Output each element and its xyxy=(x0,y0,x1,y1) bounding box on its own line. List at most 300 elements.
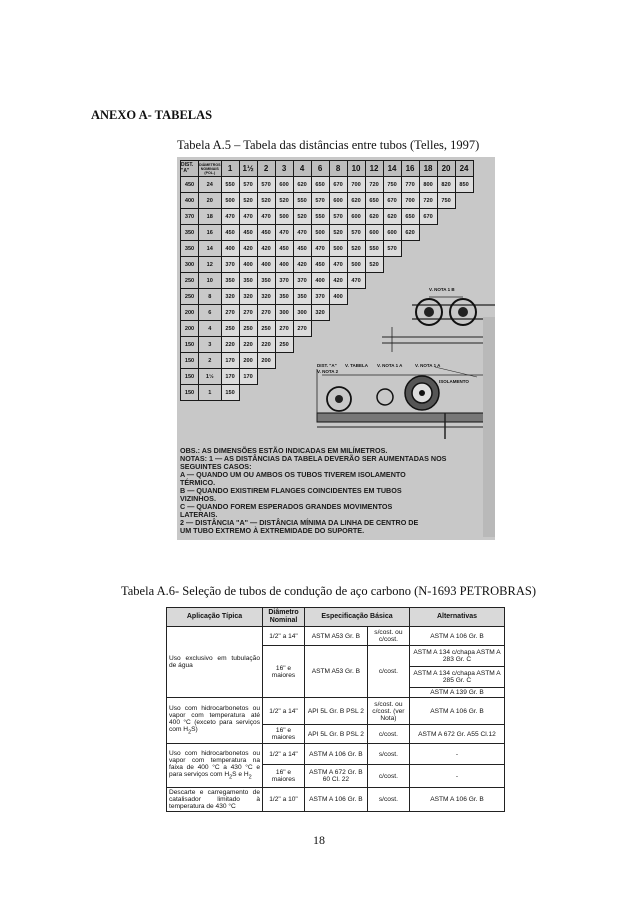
value-cell: 520 xyxy=(239,193,257,209)
value-cell: 620 xyxy=(365,209,383,225)
value-cell: 570 xyxy=(257,177,275,193)
table-row xyxy=(181,257,474,273)
empty-cell xyxy=(293,385,311,401)
value-cell: 220 xyxy=(257,337,275,353)
empty-cell xyxy=(347,321,365,337)
label-nota-1a: V. NOTA 1 A xyxy=(377,363,403,368)
value-cell: 670 xyxy=(419,209,437,225)
empty-cell xyxy=(419,305,437,321)
empty-cell xyxy=(329,321,347,337)
aplicacao-cell: Descarte e carregamento de catalisador limitado à temperatura de 430 °C xyxy=(167,788,263,812)
note-line: 2 — DISTÂNCIA "A" — DISTÂNCIA MÍNIMA DA LINHA DE CENTRO DE xyxy=(180,518,419,527)
empty-cell xyxy=(455,241,473,257)
table-row xyxy=(181,225,474,241)
value-cell: 150 xyxy=(221,385,239,401)
value-cell: 400 xyxy=(329,289,347,305)
value-cell: 850 xyxy=(455,177,473,193)
value-cell: 220 xyxy=(221,337,239,353)
value-cell: 600 xyxy=(365,225,383,241)
dist-cell: 400 xyxy=(181,193,199,209)
value-cell: 570 xyxy=(311,193,329,209)
note-line: NOTAS: 1 — AS DISTÂNCIAS DA TABELA DEVERÃO SER AUMENTADAS NOS xyxy=(180,454,447,463)
value-cell: 400 xyxy=(311,273,329,289)
value-cell: 450 xyxy=(275,241,293,257)
dist-cell: 200 xyxy=(181,305,199,321)
value-cell: 270 xyxy=(293,321,311,337)
value-cell: 720 xyxy=(365,177,383,193)
value-cell: 800 xyxy=(419,177,437,193)
value-cell: 450 xyxy=(311,257,329,273)
header-especificacao: Especificação Básica xyxy=(305,608,410,627)
empty-cell xyxy=(311,353,329,369)
empty-cell xyxy=(437,305,455,321)
label-nota-2: V. NOTA 2 xyxy=(317,369,339,374)
empty-cell xyxy=(455,225,473,241)
header-cell: 2 xyxy=(257,161,275,177)
empty-cell xyxy=(347,337,365,353)
value-cell: 620 xyxy=(401,225,419,241)
type-cell: s/cost. xyxy=(367,744,409,765)
value-cell: 270 xyxy=(239,305,257,321)
header-cell: 20 xyxy=(437,161,455,177)
type-cell: c/cost. xyxy=(367,765,409,788)
header-cell: 24 xyxy=(455,161,473,177)
value-cell: 600 xyxy=(383,225,401,241)
dist-cell: 250 xyxy=(181,289,199,305)
value-cell: 350 xyxy=(257,273,275,289)
empty-cell xyxy=(365,385,383,401)
table-header-row xyxy=(167,608,505,627)
value-cell: 500 xyxy=(329,241,347,257)
header-cell: 18 xyxy=(419,161,437,177)
type-cell: s/cost. ou c/cost. xyxy=(367,627,409,646)
diametro-cell: 1/2" a 10" xyxy=(263,788,305,812)
value-cell: 520 xyxy=(293,209,311,225)
value-cell: 550 xyxy=(293,193,311,209)
value-cell: 170 xyxy=(239,369,257,385)
value-cell: 570 xyxy=(383,241,401,257)
header-cell: 10 xyxy=(347,161,365,177)
empty-cell xyxy=(275,353,293,369)
empty-cell xyxy=(455,353,473,369)
dist-cell: 450 xyxy=(181,177,199,193)
section-heading: ANEXO A- TABELAS xyxy=(91,108,213,122)
value-cell: 370 xyxy=(293,273,311,289)
table-row xyxy=(181,177,474,193)
aplicacao-cell xyxy=(167,698,263,744)
empty-cell xyxy=(365,289,383,305)
value-cell: 520 xyxy=(347,241,365,257)
header-cell: 4 xyxy=(293,161,311,177)
value-cell: 720 xyxy=(419,193,437,209)
value-cell: 450 xyxy=(257,225,275,241)
spec-cell: ASTM A 106 Gr. B xyxy=(305,744,368,765)
dist-cell: 150 xyxy=(181,353,199,369)
empty-cell xyxy=(419,273,437,289)
dist-cell: 350 xyxy=(181,225,199,241)
dist-cell: 250 xyxy=(181,273,199,289)
table-a5-caption: Tabela A.5 – Tabela das distâncias entre tubos (Telles, 1997) xyxy=(177,138,480,152)
table-row xyxy=(181,369,474,385)
empty-cell xyxy=(383,273,401,289)
type-cell: c/cost. xyxy=(367,725,409,744)
value-cell: 470 xyxy=(329,257,347,273)
header-diametro: Diâmetro Nominal xyxy=(263,608,305,627)
value-cell: 350 xyxy=(239,273,257,289)
empty-cell xyxy=(365,321,383,337)
value-cell: 620 xyxy=(293,177,311,193)
value-cell: 350 xyxy=(275,289,293,305)
empty-cell xyxy=(437,337,455,353)
diametro-cell: 16" e maiores xyxy=(263,646,305,698)
empty-cell xyxy=(437,289,455,305)
value-cell: 570 xyxy=(347,225,365,241)
value-cell: 320 xyxy=(257,289,275,305)
dist-cell: 300 xyxy=(181,257,199,273)
empty-cell xyxy=(419,257,437,273)
value-cell: 570 xyxy=(239,177,257,193)
value-cell: 370 xyxy=(275,273,293,289)
value-cell: 550 xyxy=(221,177,239,193)
empty-cell xyxy=(311,321,329,337)
diametro-cell: 16" e maiores xyxy=(263,725,305,744)
header-cell: 16 xyxy=(401,161,419,177)
subscript: 2 xyxy=(229,774,233,781)
value-cell: 270 xyxy=(257,305,275,321)
alt-cell: ASTM A 672 Gr. A55 Cl.12 xyxy=(410,725,505,744)
diameter-cell: 6 xyxy=(199,305,222,321)
pipe-selection-table xyxy=(166,607,505,812)
value-cell: 650 xyxy=(401,209,419,225)
distance-table-body xyxy=(181,177,474,401)
empty-cell xyxy=(293,337,311,353)
alt-cell: ASTM A 106 Gr. B xyxy=(410,788,505,812)
empty-cell xyxy=(401,321,419,337)
empty-cell xyxy=(437,353,455,369)
empty-cell xyxy=(455,193,473,209)
empty-cell xyxy=(365,369,383,385)
value-cell: 770 xyxy=(401,177,419,193)
value-cell: 470 xyxy=(221,209,239,225)
empty-cell xyxy=(329,369,347,385)
value-cell: 370 xyxy=(221,257,239,273)
spec-cell: API 5L Gr. B PSL 2 xyxy=(305,725,368,744)
page-number: 18 xyxy=(313,833,325,847)
label-dist-a: DIST. "A" xyxy=(317,363,337,368)
empty-cell xyxy=(257,385,275,401)
diameter-cell: 20 xyxy=(199,193,222,209)
value-cell: 520 xyxy=(329,225,347,241)
empty-cell xyxy=(329,337,347,353)
alt-cell: ASTM A 139 Gr. B xyxy=(410,688,505,698)
empty-cell xyxy=(455,321,473,337)
empty-cell xyxy=(293,353,311,369)
empty-cell xyxy=(257,369,275,385)
value-cell: 500 xyxy=(221,193,239,209)
diameter-cell: 3 xyxy=(199,337,222,353)
empty-cell xyxy=(419,225,437,241)
aplicacao-cell xyxy=(167,744,263,788)
table-a5-notes xyxy=(180,447,492,535)
empty-cell xyxy=(437,369,455,385)
value-cell: 750 xyxy=(437,193,455,209)
aplicacao-text: Uso com hidrocarbonetos ou vapor com temperatura até 400 °C (exceto para serviços com H xyxy=(169,705,260,734)
empty-cell xyxy=(437,385,455,401)
empty-cell xyxy=(329,305,347,321)
value-cell: 470 xyxy=(239,209,257,225)
type-cell: s/cost. ou c/cost. (ver Nota) xyxy=(367,698,409,725)
table-row xyxy=(181,321,474,337)
diametro-cell: 1/2" a 14" xyxy=(263,698,305,725)
value-cell: 300 xyxy=(293,305,311,321)
value-cell: 270 xyxy=(221,305,239,321)
note-line: UM TUBO EXTREMO À EXTREMIDADE DO SUPORTE. xyxy=(180,526,365,535)
value-cell: 620 xyxy=(383,209,401,225)
value-cell: 470 xyxy=(311,241,329,257)
spec-cell: ASTM A53 Gr. B xyxy=(305,627,368,646)
empty-cell xyxy=(419,337,437,353)
table-row xyxy=(181,193,474,209)
value-cell: 400 xyxy=(275,257,293,273)
value-cell: 300 xyxy=(275,305,293,321)
empty-cell xyxy=(347,369,365,385)
corner-label: DIST. "A" xyxy=(181,161,199,177)
value-cell: 250 xyxy=(275,337,293,353)
value-cell: 350 xyxy=(293,289,311,305)
dist-cell: 350 xyxy=(181,241,199,257)
dist-cell: 150 xyxy=(181,337,199,353)
empty-cell xyxy=(401,257,419,273)
value-cell: 500 xyxy=(347,257,365,273)
value-cell: 650 xyxy=(311,177,329,193)
table-a6-caption: Tabela A.6- Seleção de tubos de condução de aço carbono (N-1693 PETROBRAS) xyxy=(121,584,536,598)
empty-cell xyxy=(383,289,401,305)
subscript: 2 xyxy=(248,774,252,781)
empty-cell xyxy=(347,353,365,369)
empty-cell xyxy=(401,353,419,369)
value-cell: 520 xyxy=(275,193,293,209)
empty-cell xyxy=(437,225,455,241)
table-row xyxy=(181,209,474,225)
empty-cell xyxy=(365,305,383,321)
empty-cell xyxy=(419,321,437,337)
value-cell: 670 xyxy=(329,177,347,193)
diametro-cell: 1/2" a 14" xyxy=(263,744,305,765)
diameter-cell: 10 xyxy=(199,273,222,289)
value-cell: 320 xyxy=(311,305,329,321)
empty-cell xyxy=(383,257,401,273)
diameter-cell: 1 xyxy=(199,385,222,401)
value-cell: 820 xyxy=(437,177,455,193)
empty-cell xyxy=(455,257,473,273)
value-cell: 600 xyxy=(329,193,347,209)
note-line: OBS.: AS DIMENSÕES ESTÃO INDICADAS EM MILÍMETROS. xyxy=(180,446,388,455)
header-cell: 12 xyxy=(365,161,383,177)
empty-cell xyxy=(437,273,455,289)
empty-cell xyxy=(455,385,473,401)
dist-cell: 370 xyxy=(181,209,199,225)
value-cell: 350 xyxy=(221,273,239,289)
empty-cell xyxy=(437,209,455,225)
label-isolamento: ISOLAMENTO xyxy=(439,379,469,384)
value-cell: 220 xyxy=(239,337,257,353)
aplicacao-text: S) xyxy=(191,726,198,734)
table-header-row xyxy=(181,161,474,177)
table-row xyxy=(167,788,505,812)
value-cell: 520 xyxy=(257,193,275,209)
empty-cell xyxy=(365,273,383,289)
empty-cell xyxy=(401,369,419,385)
value-cell: 570 xyxy=(329,209,347,225)
empty-cell xyxy=(383,321,401,337)
dist-cell: 150 xyxy=(181,385,199,401)
empty-cell xyxy=(401,337,419,353)
diameter-cell: 8 xyxy=(199,289,222,305)
empty-cell xyxy=(383,305,401,321)
diameter-cell: 2 xyxy=(199,353,222,369)
value-cell: 420 xyxy=(257,241,275,257)
empty-cell xyxy=(311,385,329,401)
empty-cell xyxy=(455,289,473,305)
aplicacao-text: S e H xyxy=(232,771,249,779)
empty-cell xyxy=(419,385,437,401)
value-cell: 170 xyxy=(221,369,239,385)
diameter-cell: 18 xyxy=(199,209,222,225)
empty-cell xyxy=(329,353,347,369)
empty-cell xyxy=(365,337,383,353)
value-cell: 700 xyxy=(347,177,365,193)
empty-cell xyxy=(383,385,401,401)
value-cell: 250 xyxy=(239,321,257,337)
value-cell: 600 xyxy=(347,209,365,225)
note-line: C — QUANDO FOREM ESPERADOS GRANDES MOVIMENTOS xyxy=(180,502,393,511)
value-cell: 450 xyxy=(221,225,239,241)
empty-cell xyxy=(437,257,455,273)
empty-cell xyxy=(275,369,293,385)
empty-cell xyxy=(383,369,401,385)
value-cell: 400 xyxy=(221,241,239,257)
table-row xyxy=(167,744,505,765)
value-cell: 670 xyxy=(383,193,401,209)
diameter-cell: 4 xyxy=(199,321,222,337)
value-cell: 250 xyxy=(257,321,275,337)
value-cell: 650 xyxy=(365,193,383,209)
empty-cell xyxy=(401,305,419,321)
table-row xyxy=(181,289,474,305)
diametro-cell: 16" e maiores xyxy=(263,765,305,788)
alt-cell: ASTM A 134 c/chapa ASTM A 283 Gr. C xyxy=(410,646,505,667)
value-cell: 470 xyxy=(347,273,365,289)
note-line: B — QUANDO EXISTIREM FLANGES COINCIDENTES EM TUBOS xyxy=(180,486,402,495)
header-cell: 1½ xyxy=(239,161,257,177)
label-nota-1a-2: V. NOTA 1 A xyxy=(415,363,441,368)
header-alternativas: Alternativas xyxy=(410,608,505,627)
label-nota-1b: V. NOTA 1 B xyxy=(429,287,455,292)
empty-cell xyxy=(311,369,329,385)
value-cell: 250 xyxy=(221,321,239,337)
diameter-cell: 12 xyxy=(199,257,222,273)
empty-cell xyxy=(401,273,419,289)
empty-cell xyxy=(401,385,419,401)
table-row xyxy=(181,273,474,289)
dist-cell: 150 xyxy=(181,369,199,385)
spec-cell: ASTM A53 Gr. B xyxy=(305,646,368,698)
table-row xyxy=(181,241,474,257)
spec-cell: ASTM A 106 Gr. B xyxy=(305,788,368,812)
table-row xyxy=(167,627,505,646)
empty-cell xyxy=(401,241,419,257)
note-line: VIZINHOS. xyxy=(180,494,216,503)
aplicacao-cell: Uso exclusivo em tubulação de água xyxy=(167,627,263,698)
value-cell: 200 xyxy=(257,353,275,369)
empty-cell xyxy=(437,241,455,257)
aplicacao-text: Uso com hidrocarbonetos ou vapor com temperatura na faixa de 400 °C a 430 °C e para serviços com H xyxy=(169,750,260,779)
header-cell: 14 xyxy=(383,161,401,177)
diameter-cell: 16 xyxy=(199,225,222,241)
empty-cell xyxy=(347,305,365,321)
subscript: 2 xyxy=(188,729,192,736)
value-cell: 450 xyxy=(293,241,311,257)
value-cell: 320 xyxy=(221,289,239,305)
table-row xyxy=(181,385,474,401)
alt-cell: - xyxy=(410,765,505,788)
empty-cell xyxy=(383,337,401,353)
diameter-label: DIÂMETROS NOMINAIS (POL.) xyxy=(199,162,221,175)
diameter-cell: 24 xyxy=(199,177,222,193)
empty-cell xyxy=(275,385,293,401)
value-cell: 550 xyxy=(365,241,383,257)
value-cell: 620 xyxy=(347,193,365,209)
empty-cell xyxy=(455,273,473,289)
header-cell: 1 xyxy=(221,161,239,177)
empty-cell xyxy=(383,353,401,369)
alt-cell: ASTM A 106 Gr. B xyxy=(410,698,505,725)
type-cell: c/cost. xyxy=(367,646,409,698)
diameter-cell: 14 xyxy=(199,241,222,257)
empty-cell xyxy=(347,289,365,305)
alt-cell: - xyxy=(410,744,505,765)
diameter-cell: 1½ xyxy=(199,369,222,385)
value-cell: 700 xyxy=(401,193,419,209)
type-cell: s/cost. xyxy=(367,788,409,812)
value-cell: 400 xyxy=(239,257,257,273)
empty-cell xyxy=(239,385,257,401)
value-cell: 600 xyxy=(275,177,293,193)
value-cell: 750 xyxy=(383,177,401,193)
value-cell: 200 xyxy=(239,353,257,369)
empty-cell xyxy=(437,321,455,337)
value-cell: 500 xyxy=(311,225,329,241)
empty-cell xyxy=(455,337,473,353)
spec-cell: ASTM A 672 Gr. B 60 Cl. 22 xyxy=(305,765,368,788)
note-line: SEGUINTES CASOS: xyxy=(180,462,252,471)
spec-cell: API 5L Gr. B PSL 2 xyxy=(305,698,368,725)
value-cell: 550 xyxy=(311,209,329,225)
value-cell: 420 xyxy=(293,257,311,273)
value-cell: 270 xyxy=(275,321,293,337)
value-cell: 400 xyxy=(257,257,275,273)
note-line: TÉRMICO. xyxy=(180,478,216,487)
dist-cell: 200 xyxy=(181,321,199,337)
empty-cell xyxy=(419,241,437,257)
table-row xyxy=(167,698,505,725)
empty-cell xyxy=(401,289,419,305)
alt-cell: ASTM A 106 Gr. B xyxy=(410,627,505,646)
header-cell: 8 xyxy=(329,161,347,177)
header-aplicacao: Aplicação Típica xyxy=(167,608,263,627)
table-row xyxy=(181,305,474,321)
empty-cell xyxy=(419,369,437,385)
